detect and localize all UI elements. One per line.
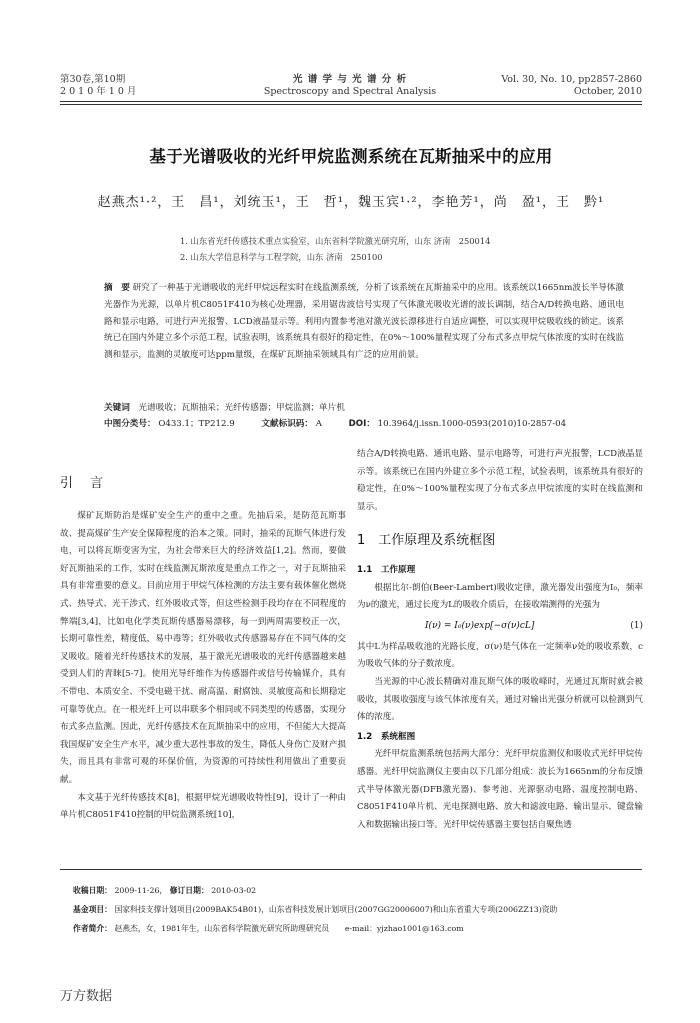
equation-number: (1) [630, 620, 643, 631]
keywords-label: 关键词 [104, 403, 130, 413]
section-1-heading: 1 工作原理及系统框图 [357, 533, 496, 549]
footnote-rule [60, 869, 642, 870]
doc-code-value: A [315, 419, 322, 429]
abstract-text: 研究了一种基于光谱吸收的光纤甲烷远程实时在线监测系统，分析了该系统在瓦斯抽采中的应用。该系统以1665nm波长半导体激光器作为光源，以单片机C8051F410为核心处理器，采用锯齿波信号实现了气体激光吸收光谱的波长调制，结合A/D转换电路、通讯电路和显示电路，可进行声光报警、LCD液晶显示等。利用内置参考池对激光波长漂移进行自适应调整，可以实现甲烷吸收线的锁定。该系统已在国内外建立多个示范工程，试验表明，该系统具有很好的稳定性，在0%～100%量程实现了分布式多点甲烷气体浓度的实时在线监测和显示，监测的灵敏度可达ppm量级，在煤矿瓦斯抽采领域具有广泛的应用前景。 [104, 283, 624, 361]
intro-paragraph-1: 煤矿瓦斯防治是煤矿安全生产的重中之重。先抽后采，是防范瓦斯事故、提高煤矿生产安全保障程度的治本之策。同时，抽采的瓦斯气体进行发电，可以将瓦斯变害为宝，为社会带来巨大的经济效益[1,2]。然而，要做好瓦斯抽采的工作，实时在线监测瓦斯浓度是重点工作之一，对于瓦斯抽采具有非常重要的意义。目前应用于甲烷气体检测的方法主要有载体催化燃烧式、热导式、光干涉式、红外吸收式等，但这些检测手段均存在不同程度的弊端[3,4]，比如电化学类瓦斯传感器易漂移，每一到两周需要校正一次，长期可靠性差，精度低，易中毒等；红外吸收式传感器易存在不同气体的交叉吸收。随着光纤传感技术的发展，基于激光光谱吸收的光纤传感器越来越受到人们的青睐[5-7]。使用光导纤维作为传感器件或信号传输媒介，具有不带电、本质安全、不受电磁干扰、耐高温、耐腐蚀、灵敏度高和长期稳定可靠等优点。在一根光纤上可以串联多个相同或不同类型的传感器，实现分布式多点监测。因此，光纤传感技术在瓦斯抽采中的应用，不但能大大提高我国煤矿安全生产水平，减少重大恶性事故的发生，降低人身伤亡及财产损失，而且具有非常可观的环保价值，为资源的可持续性利用做出了重要贡献。 [60, 511, 346, 785]
system-diagram-paragraph: 光纤甲烷监测系统包括两大部分：光纤甲烷监测仪和吸收式光纤甲烷传感器。光纤甲烷监测仪主要由以下几部分组成：波长为1665nm的分布反馈式半导体激光器(DFB激光器)、参考池、光源驱动电路、温度控制电路、C8051F410单片机、光电探测电路、放大和滤波电路、输出显示、键盘输入和数据输出接口等。光纤甲烷传感器主要包括自聚焦透 [357, 749, 643, 830]
author-bio-text: 赵燕杰，女，1981年生，山东省科学院激光研究所助理研究员 e-mail：yjzhao1001@163.com [114, 924, 464, 933]
footnote-author [73, 919, 643, 938]
affiliation-2: 2. 山东大学信息科学与工程学院，山东 济南 250100 [180, 252, 383, 262]
keywords [104, 400, 624, 416]
classification [104, 416, 644, 432]
fund-label: 基金项目： [73, 905, 112, 914]
doi-label: DOI： [348, 419, 375, 429]
intro-paragraph-2: 本文基于光纤传感技术[8]，根据甲烷光谱吸收特性[9]，设计了一种由单片机C8051F410控制的甲烷监测系统[10]， [60, 792, 346, 821]
author-list: 赵燕杰¹·²，王 昌¹，刘统玉¹，王 哲¹，魏玉宾¹·²，李艳芳¹，尚 盈¹，王 黔¹ [97, 195, 605, 210]
doc-code-label: 文献标识码： [261, 419, 313, 429]
left-column [60, 508, 346, 825]
equation-explanation: 其中L为样品吸收池的光路长度，σ(ν)是气体在一定频率ν处的吸收系数，c为吸收气体的分子数浓度。 [357, 641, 643, 670]
revised-label: 修订日期： [169, 886, 209, 895]
equation-text: I(ν) = I₀(ν)exp[−σ(ν)cL] [425, 620, 535, 631]
keywords-text: 光谱吸收；瓦斯抽采；光纤传感器；甲烷监测；单片机 [138, 403, 345, 413]
journal-title-en: Spectroscopy and Spectral Analysis [263, 86, 437, 97]
received-date: 2009-11-26， [114, 886, 168, 895]
intro-heading: 引 言 [60, 476, 106, 491]
journal-title-cn: 光 谱 学 与 光 谱 分 析 [292, 74, 408, 85]
received-label: 收稿日期： [73, 886, 112, 895]
doi-value: 10.3964/j.issn.1000-0593(2010)10-2857-04 [377, 419, 567, 429]
principle-paragraph: 根据比尔-朗伯(Beer-Lambert)吸收定律，激光器发出强度为I₀，频率为ν的激光，通过长度为L的吸收介质后，在接收端测得的光强为 [357, 582, 643, 611]
watermark: 万方数据 [60, 989, 113, 1004]
clc-label: 中图分类号： [104, 419, 156, 429]
paper-title: 基于光谱吸收的光纤甲烷监测系统在瓦斯抽采中的应用 [149, 147, 553, 166]
abstract [104, 280, 624, 364]
principle-paragraph-2: 当光源的中心波长精确对准瓦斯气体的吸收峰时，光通过瓦斯时就会被吸收，其吸收强度与该气体浓度有关，通过对输出光强分析就可以检测到气体的浓度。 [357, 676, 643, 723]
header-rule-thin [60, 104, 642, 105]
date-cn: 2 0 1 0 年 1 0 月 [60, 86, 137, 97]
subsection-1-2-heading: 1.2 系统框图 [357, 731, 416, 742]
footnote-dates [73, 881, 643, 900]
header-rule [60, 101, 642, 102]
date-en: October, 2010 [573, 86, 642, 97]
subsection-1-1-heading: 1.1 工作原理 [357, 564, 416, 575]
affiliation-1: 1. 山东省光纤传感技术重点实验室，山东省科学院激光研究所，山东 济南 250014 [180, 236, 491, 246]
right-column [357, 446, 643, 834]
clc-value: O433.1；TP212.9 [158, 419, 235, 429]
volume-issue: 第30卷,第10期 [60, 74, 126, 85]
right-intro: 结合A/D转换电路、通讯电路、显示电路等，可进行声光报警，LCD液晶显示等。该系统已在国内外建立多个示范工程，试验表明，该系统具有很好的稳定性，在0%～100%量程实现了分布式多点甲烷浓度的实时在线监测和显示。 [357, 449, 643, 512]
fund-text: 国家科技支撑计划项目(2009BAK54B01)，山东省科技发展计划项目(2007GG20006007)和山东省重大专项(2006ZZ13)资助 [114, 905, 558, 914]
footnote-fund [73, 900, 643, 919]
author-bio-label: 作者简介： [73, 924, 112, 933]
abstract-label: 摘 要 [104, 283, 130, 293]
volume-en: Vol. 30, No. 10, pp2857-2860 [501, 74, 642, 85]
revised-date: 2010-03-02 [211, 886, 257, 895]
footnote [73, 881, 643, 938]
equation-1 [357, 617, 643, 637]
